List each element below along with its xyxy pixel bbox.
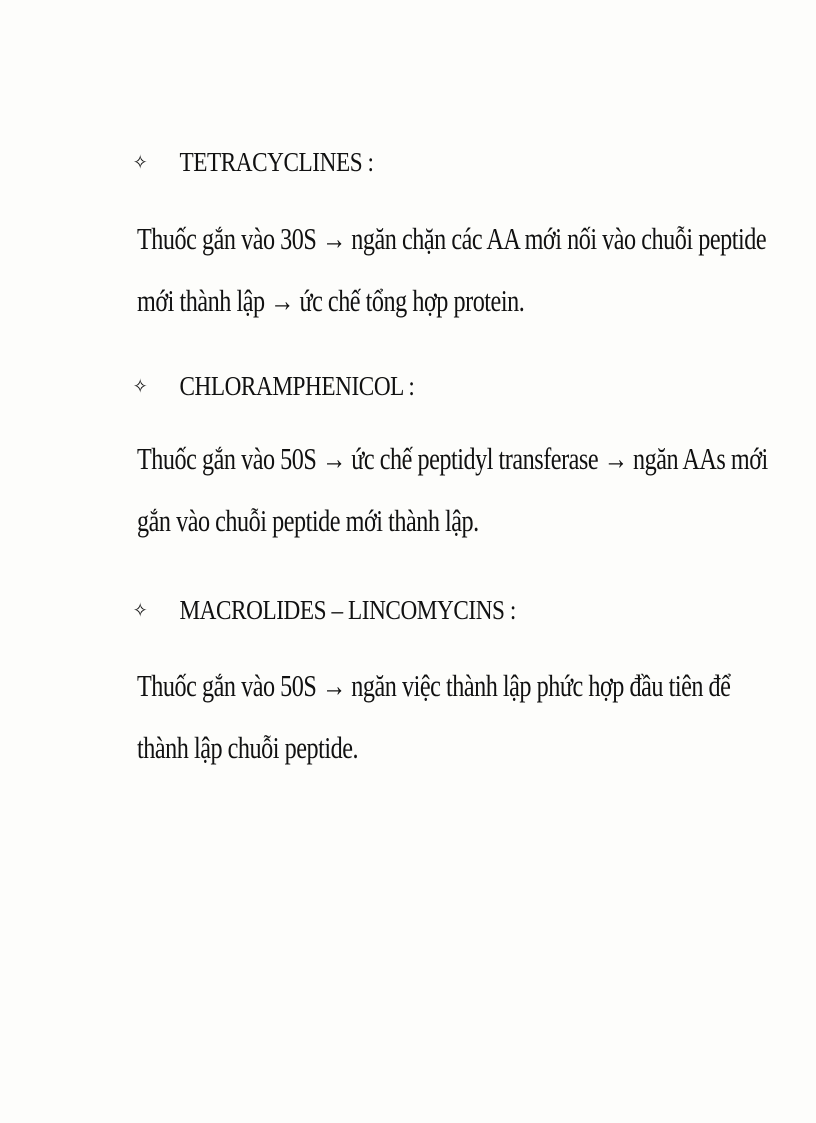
- heading-text: TETRACYCLINES :: [179, 146, 374, 177]
- paragraph-line: Thuốc gắn vào 50S → ức chế peptidyl transferase → ngăn AAs mới: [137, 441, 768, 476]
- four-diamond-bullet-icon: ✧: [133, 374, 147, 398]
- paragraph-line: Thuốc gắn vào 30S → ngăn chặn các AA mới nối vào chuỗi peptide: [137, 221, 767, 256]
- section-paragraph-chloramphenicol: [137, 428, 768, 552]
- heading-text: CHLORAMPHENICOL :: [179, 370, 415, 401]
- paragraph-line: gắn vào chuỗi peptide mới thành lập.: [137, 503, 479, 538]
- section-heading-tetracyclines: [133, 140, 374, 184]
- four-diamond-bullet-icon: ✧: [133, 150, 147, 174]
- section-paragraph-macrolides-lincomycins: [137, 655, 730, 779]
- section-paragraph-tetracyclines: [137, 208, 766, 332]
- section-heading-chloramphenicol: [133, 364, 414, 408]
- section-heading-macrolides-lincomycins: [133, 588, 516, 632]
- heading-text: MACROLIDES – LINCOMYCINS :: [179, 594, 516, 625]
- four-diamond-bullet-icon: ✧: [133, 598, 147, 622]
- paragraph-line: mới thành lập → ức chế tổng hợp protein.: [137, 283, 525, 318]
- paragraph-line: Thuốc gắn vào 50S → ngăn việc thành lập phức hợp đầu tiên để: [137, 668, 731, 703]
- paragraph-line: thành lập chuỗi peptide.: [137, 730, 359, 765]
